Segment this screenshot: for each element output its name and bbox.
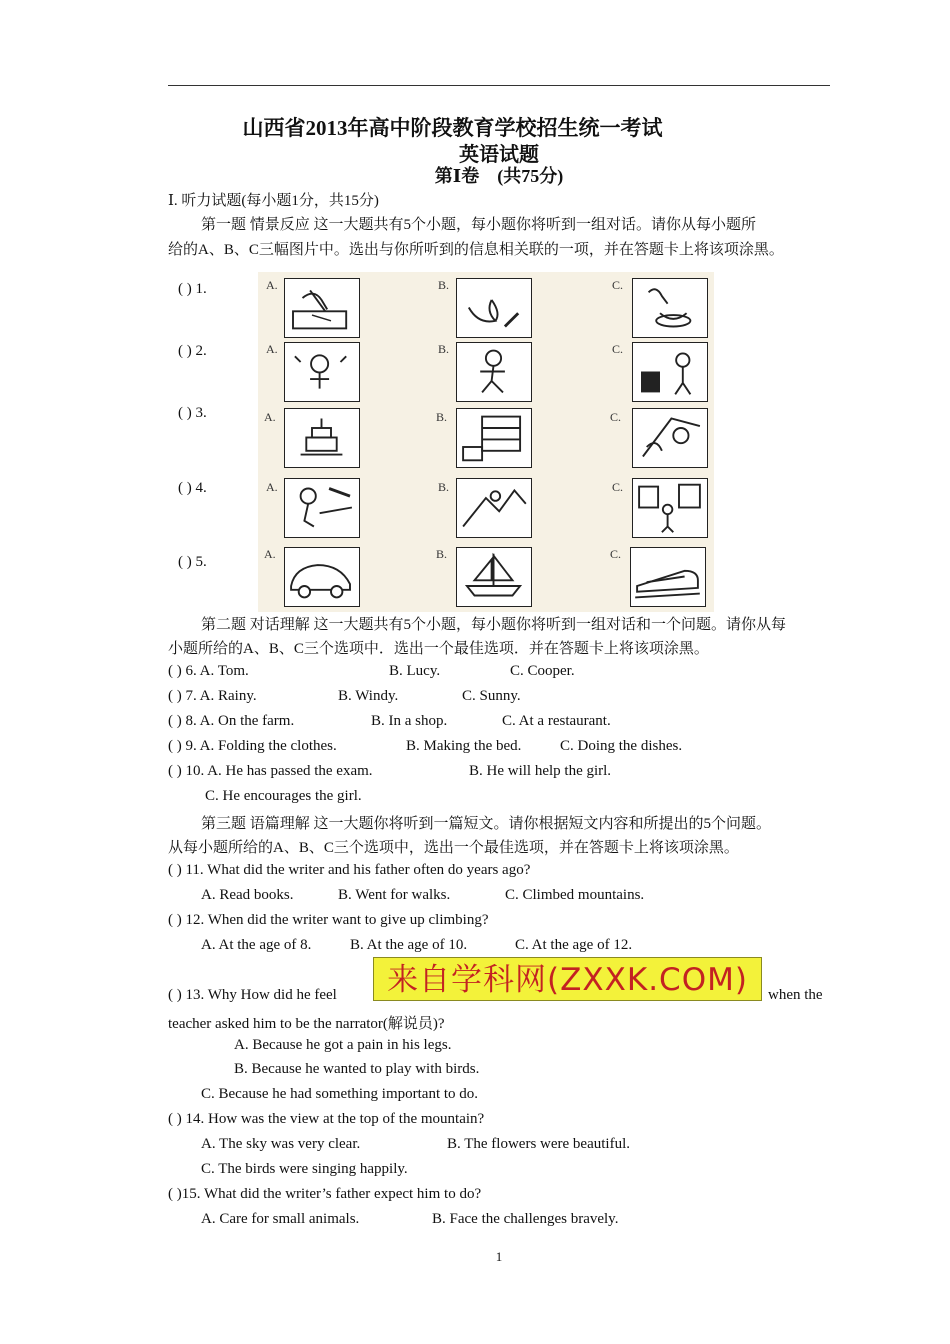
sports-field-icon: [632, 408, 708, 468]
q9-stem: ( ) 9. A. Folding the clothes.: [168, 738, 337, 754]
birthday-cake-icon: [284, 408, 360, 468]
top-rule: [168, 85, 830, 86]
q14-option-c: C. The birds were singing happily.: [201, 1161, 408, 1177]
q5-label-c: C.: [610, 547, 622, 561]
q6-option-c: C. Cooper.: [510, 663, 575, 679]
section1-intro-line1: 第一题 情景反应 这一大题共有5个小题，每小题你将听到一组对话。请你从每小题所: [201, 217, 757, 233]
climber-mountain-icon: [456, 478, 532, 538]
q6-option-b: B. Lucy.: [389, 663, 441, 679]
watermark-banner: 来自学科网(ZXXK.COM): [373, 957, 762, 1001]
q9-option-c: C. Doing the dishes.: [560, 738, 683, 754]
q8-option-b: B. In a shop.: [371, 713, 448, 729]
q4-label-b: B.: [438, 480, 450, 494]
section3-intro-line1: 第三题 语篇理解 这一大题你将听到一篇短文。请你根据短文内容和所提出的5个问题。: [201, 816, 772, 832]
q1-label-c: C.: [612, 278, 624, 292]
q3-label-a: A.: [264, 410, 276, 424]
page-number: 1: [495, 1249, 503, 1264]
banana-peel-icon: [456, 278, 532, 338]
q1-label-b: B.: [438, 278, 450, 292]
q14-option-b: B. The flowers were beautiful.: [447, 1136, 630, 1152]
sailing-ship-icon: [456, 547, 532, 607]
q11-option-a: A. Read books.: [201, 887, 294, 903]
q13-stem-part1: ( ) 13. Why How did he feel: [168, 987, 337, 1003]
q2-label-c: C.: [612, 342, 624, 356]
q10-option-b: B. He will help the girl.: [469, 763, 612, 779]
boy-flowers-icon: [284, 342, 360, 402]
q13-stem-line2: teacher asked him to be the narrator(解说员)?: [168, 1016, 445, 1032]
q10-stem: ( ) 10. A. He has passed the exam.: [168, 763, 373, 779]
exam-subtitle: 英语试题: [459, 144, 539, 166]
q11-option-b: B. Went for walks.: [338, 887, 451, 903]
q13-stem-part2: when the: [768, 987, 823, 1003]
train-icon: [630, 547, 706, 607]
part-heading: 第Ⅰ卷 (共75分): [434, 166, 564, 186]
q2-label-a: A.: [266, 342, 278, 356]
q11-stem: ( ) 11. What did the writer and his father often do years ago?: [168, 862, 531, 878]
q15-stem: ( )15. What did the writer’s father expect him to do?: [168, 1186, 482, 1202]
q8-stem: ( ) 8. A. On the farm.: [168, 713, 295, 729]
q12-option-b: B. At the age of 10.: [350, 937, 468, 953]
q13-option-c: C. Because he had something important to do.: [201, 1086, 479, 1102]
q3-number: ( ) 3.: [178, 405, 207, 421]
q10-option-c: C. He encourages the girl.: [205, 788, 362, 804]
q5-number: ( ) 5.: [178, 554, 207, 570]
q13-option-b: B. Because he wanted to play with birds.: [234, 1061, 480, 1077]
city-walker-icon: [632, 478, 708, 538]
magician-icon: [632, 342, 708, 402]
q4-label-c: C.: [612, 480, 624, 494]
car-icon: [284, 547, 360, 607]
q2-label-b: B.: [438, 342, 450, 356]
q12-stem: ( ) 12. When did the writer want to give up climbing?: [168, 912, 489, 928]
section2-intro-line2: 小题所给的A、B、C三个选项中．选出一个最佳选项．并在答题卡上将该项涂黑。: [168, 641, 709, 657]
q7-option-c: C. Sunny.: [462, 688, 521, 704]
section1-heading: Ⅰ. 听力试题(每小题1分，共15分): [168, 193, 379, 209]
q12-option-c: C. At the age of 12.: [515, 937, 633, 953]
q14-option-a: A. The sky was very clear.: [201, 1136, 361, 1152]
q4-label-a: A.: [266, 480, 278, 494]
q14-stem: ( ) 14. How was the view at the top of the mountain?: [168, 1111, 485, 1127]
q8-option-c: C. At a restaurant.: [502, 713, 611, 729]
q12-option-a: A. At the age of 8.: [201, 937, 312, 953]
q5-label-b: B.: [436, 547, 448, 561]
bookshelf-room-icon: [456, 408, 532, 468]
q3-label-b: B.: [436, 410, 448, 424]
q4-number: ( ) 4.: [178, 480, 207, 496]
q15-option-a: A. Care for small animals.: [201, 1211, 360, 1227]
q1-label-a: A.: [266, 278, 278, 292]
q2-number: ( ) 2.: [178, 343, 207, 359]
q3-label-c: C.: [610, 410, 622, 424]
section1-intro-line2: 给的A、B、C三幅图片中。选出与你所听到的信息相关联的一项，并在答题卡上将该项涂黑。: [168, 242, 784, 258]
q11-option-c: C. Climbed mountains.: [505, 887, 645, 903]
q9-option-b: B. Making the bed.: [406, 738, 522, 754]
q5-label-a: A.: [264, 547, 276, 561]
q7-option-b: B. Windy.: [338, 688, 399, 704]
girl-writing-icon: [284, 478, 360, 538]
hand-writing-icon: [284, 278, 360, 338]
boy-running-icon: [456, 342, 532, 402]
q13-option-a: A. Because he got a pain in his legs.: [234, 1037, 452, 1053]
section2-intro-line1: 第二题 对话理解 这一大题共有5个小题，每小题你将听到一组对话和一个问题。请你从每: [201, 617, 787, 633]
q7-stem: ( ) 7. A. Rainy.: [168, 688, 257, 704]
section3-intro-line2: 从每小题所给的A、B、C三个选项中，选出一个最佳选项，并在答题卡上将该项涂黑。: [168, 840, 739, 856]
exam-title: 山西省2013年高中阶段教育学校招生统一考试: [242, 116, 663, 140]
q1-number: ( ) 1.: [178, 281, 207, 297]
teapot-cup-icon: [632, 278, 708, 338]
q15-option-b: B. Face the challenges bravely.: [432, 1211, 619, 1227]
q6-stem: ( ) 6. A. Tom.: [168, 663, 249, 679]
